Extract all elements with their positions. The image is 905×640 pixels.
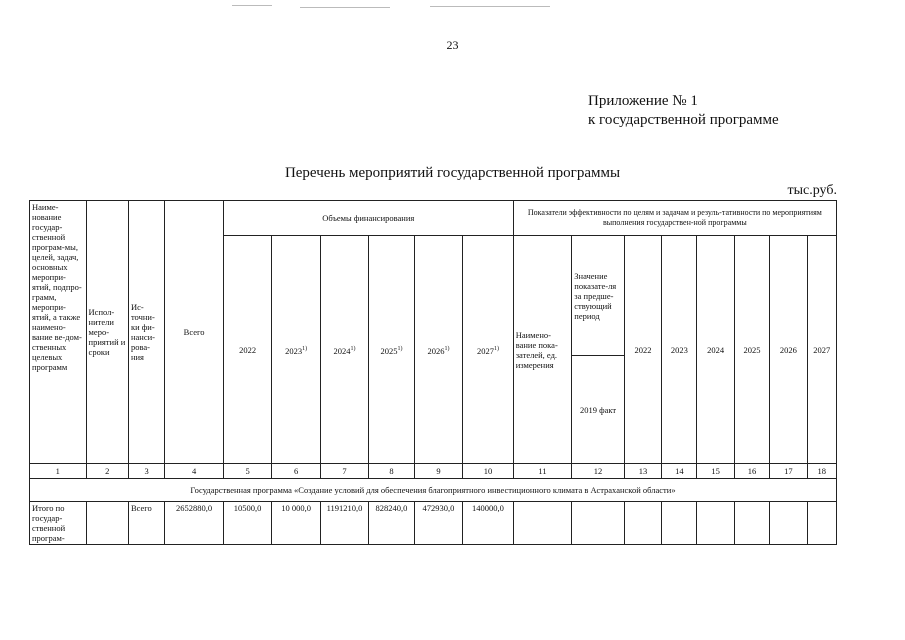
total-row-ind-2024 (697, 502, 734, 545)
total-row-2027: 140000,0 (463, 502, 514, 545)
total-row-source: Всего (128, 502, 164, 545)
col-number: 7 (320, 464, 368, 479)
header-sources: Ис-точни-ки фи-нанси-рова-ния (128, 201, 164, 464)
page-number: 23 (446, 38, 459, 52)
col-number: 10 (463, 464, 514, 479)
header-executors: Испол-нители меро-приятий и сроки (86, 201, 128, 464)
ind-year-2022: 2022 (624, 236, 661, 464)
col-number: 6 (272, 464, 320, 479)
total-row-2024: 1191210,0 (320, 502, 368, 545)
col-number: 12 (572, 464, 625, 479)
total-row-prior (572, 502, 625, 545)
scan-artifact (300, 7, 390, 8)
program-title-row: Государственная программа «Создание условий для обеспечения благоприятного инвестиционного климата в Астраханской области» (30, 479, 837, 502)
ind-year-2026: 2026 (770, 236, 807, 464)
total-row-ind-2023 (662, 502, 697, 545)
col-number: 2 (86, 464, 128, 479)
appendix-line-1: Приложение № 1 (588, 93, 698, 109)
appendix-line-2: к государственной программе (588, 112, 779, 128)
total-row-2023: 10 000,0 (272, 502, 320, 545)
ind-year-2025: 2025 (734, 236, 769, 464)
header-indicator-name: Наимено-вание пока-зателей, ед. измерения (513, 236, 572, 464)
header-prior-value: Значение показате-ля за предше-ствующий период (572, 236, 625, 356)
fin-year-2027: 2027$^{1)}$ (463, 236, 514, 464)
col-number: 4 (165, 464, 224, 479)
col-number: 1 (30, 464, 87, 479)
total-row-ind-2027 (807, 502, 836, 545)
header-financing: Объемы финансирования (223, 201, 513, 236)
col-number: 18 (807, 464, 836, 479)
col-number: 5 (223, 464, 271, 479)
col-number: 17 (770, 464, 807, 479)
total-row-ind-2026 (770, 502, 807, 545)
header-indicators: Показатели эффективности по целям и задачам и резуль-тативности по мероприятиям выполнения государствен-ной программы (513, 201, 836, 236)
appendix-header (588, 92, 779, 130)
col-number: 16 (734, 464, 769, 479)
fin-year-2025: 2025$^{1)}$ (369, 236, 414, 464)
units-label: тыс.руб. (787, 183, 837, 198)
column-numbers-row (30, 464, 837, 479)
fin-year-2022: 2022 (223, 236, 271, 464)
col-number: 14 (662, 464, 697, 479)
scan-artifact (430, 6, 550, 7)
fin-year-2024: 2024$^{1)}$ (320, 236, 368, 464)
ind-year-2023: 2023 (662, 236, 697, 464)
ind-year-2024: 2024 (697, 236, 734, 464)
col-number: 15 (697, 464, 734, 479)
col-number: 9 (414, 464, 462, 479)
header-program-name: Наиме-нование государ-ственной програм-мы, целей, задач, основных меропри-ятий, подпро-грамм, меропри-ятий, а также наимено-вание ве-дом-ственных целевых программ (30, 201, 87, 464)
header-total: Всего (165, 201, 224, 464)
total-row-2026: 472930,0 (414, 502, 462, 545)
col-number: 13 (624, 464, 661, 479)
total-row-executors (86, 502, 128, 545)
total-row (30, 502, 837, 545)
total-row-2025: 828240,0 (369, 502, 414, 545)
scan-artifact (232, 5, 272, 6)
total-row-ind-2025 (734, 502, 769, 545)
ind-year-2027: 2027 (807, 236, 836, 464)
total-row-indicator (513, 502, 572, 545)
col-number: 11 (513, 464, 572, 479)
total-row-sum: 2652880,0 (165, 502, 224, 545)
fin-year-2026: 2026$^{1)}$ (414, 236, 462, 464)
header-prior-year: 2019 факт (572, 356, 625, 464)
col-number: 8 (369, 464, 414, 479)
measures-table (29, 200, 837, 545)
col-number: 3 (128, 464, 164, 479)
fin-year-2023: 2023$^{1)}$ (272, 236, 320, 464)
document-title: Перечень мероприятий государственной программы (284, 165, 621, 181)
total-row-2022: 10500,0 (223, 502, 271, 545)
total-row-ind-2022 (624, 502, 661, 545)
total-row-name: Итого по государ-ственной програм- (30, 502, 87, 545)
